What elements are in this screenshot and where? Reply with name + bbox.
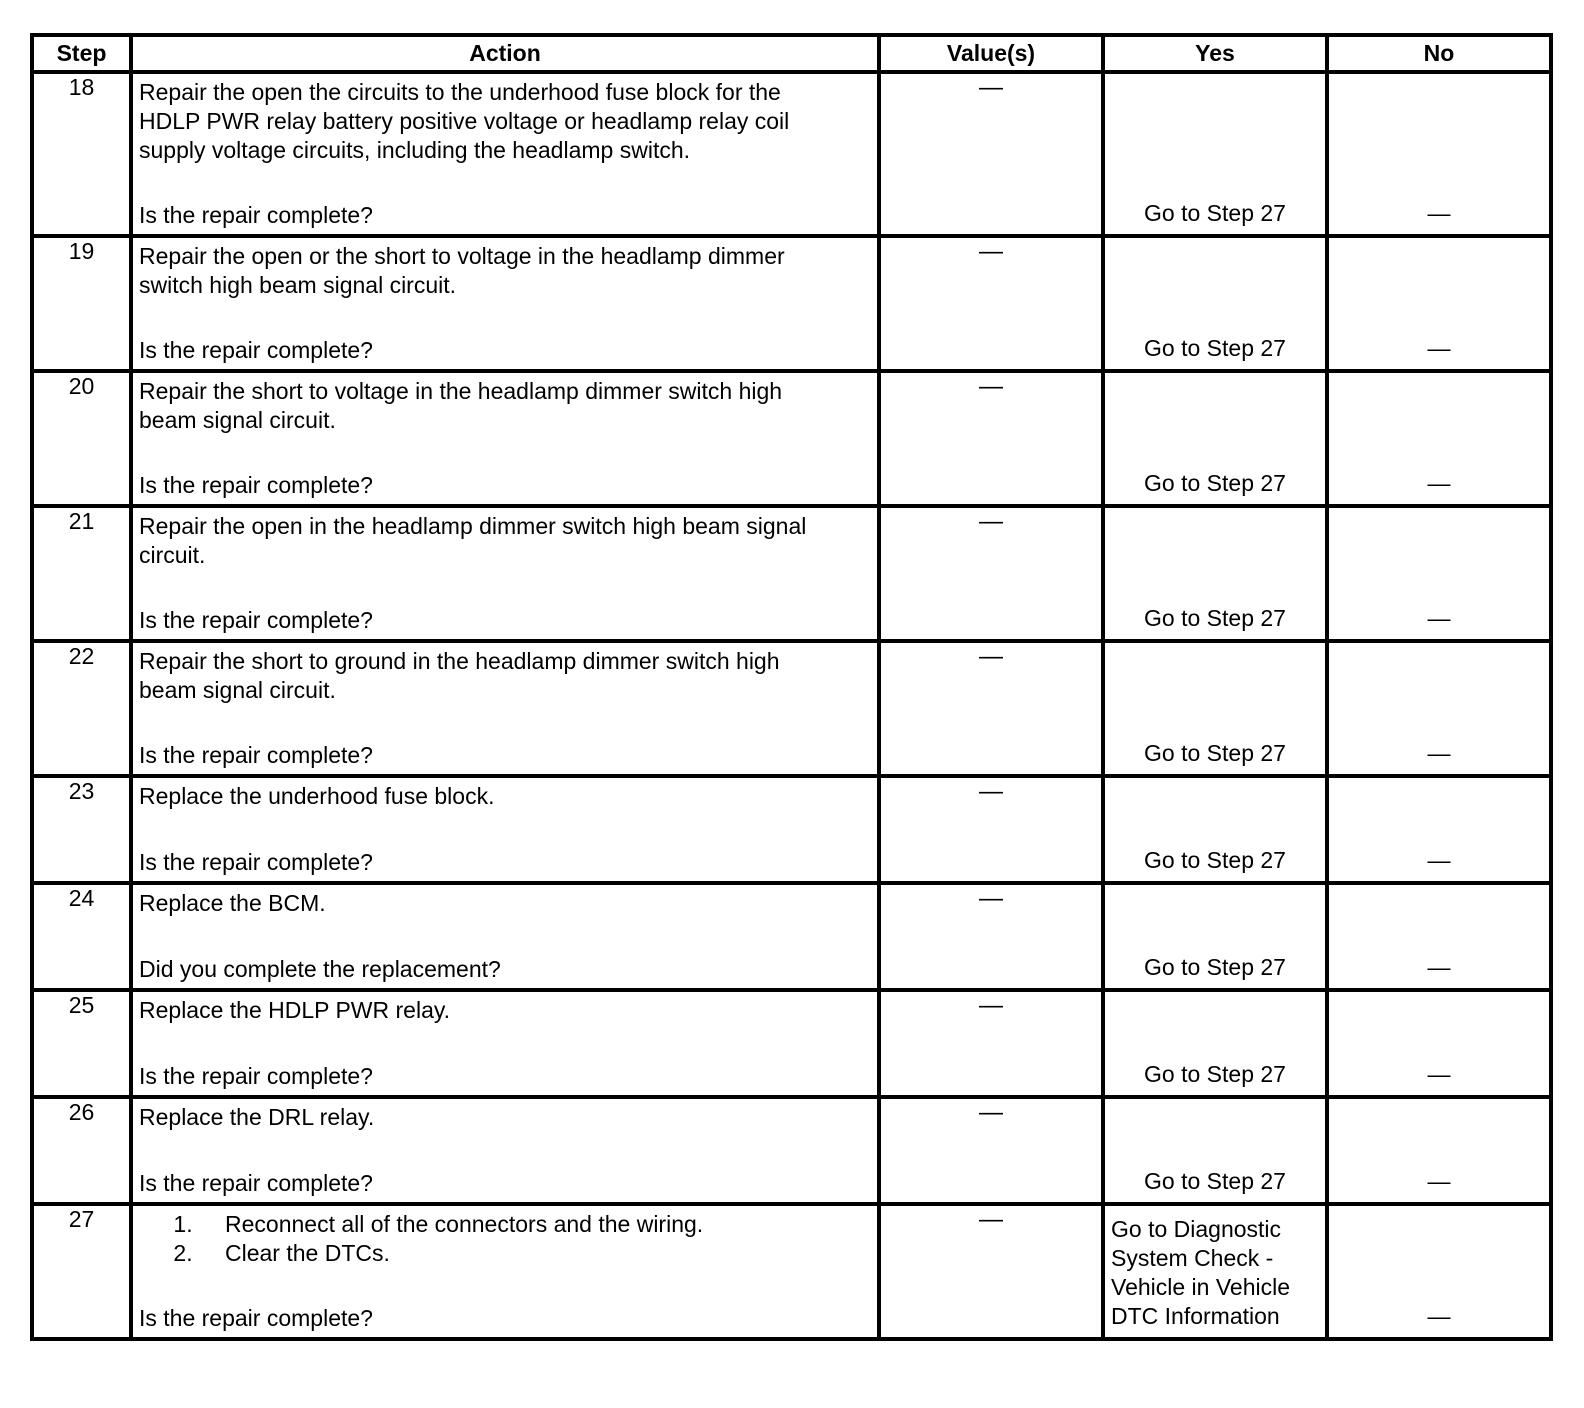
no-value: — — [1427, 1061, 1451, 1087]
yes-cell — [1103, 72, 1327, 236]
table-row — [32, 236, 1551, 371]
header-yes: Yes — [1103, 35, 1327, 72]
value-cell: — — [879, 1204, 1103, 1339]
table-row — [32, 371, 1551, 506]
action-cell — [131, 990, 879, 1097]
no-cell — [1327, 506, 1551, 641]
action-cell — [131, 1204, 879, 1339]
no-cell — [1327, 371, 1551, 506]
step-number: 19 — [32, 236, 131, 371]
header-step: Step — [32, 35, 131, 72]
action-line: beam signal circuit. — [139, 407, 336, 433]
yes-link[interactable]: Go to Step 27 — [1144, 470, 1286, 496]
value-cell: — — [879, 776, 1103, 883]
value-cell: — — [879, 506, 1103, 641]
yes-link[interactable]: Go to Step 27 — [1144, 1168, 1286, 1194]
yes-link[interactable]: Go to Step 27 — [1144, 335, 1286, 361]
yes-cell — [1103, 1204, 1327, 1339]
step-number: 21 — [32, 506, 131, 641]
list-item: 2. Clear the DTCs. — [199, 1239, 871, 1268]
action-text — [139, 1103, 871, 1132]
header-values: Value(s) — [879, 35, 1103, 72]
action-cell — [131, 1097, 879, 1204]
no-cell — [1327, 990, 1551, 1097]
no-value: — — [1427, 605, 1451, 631]
action-cell — [131, 72, 879, 236]
yes-cell — [1103, 776, 1327, 883]
table-row — [32, 776, 1551, 883]
diagnostic-table — [30, 33, 1553, 1341]
action-question: Is the repair complete? — [139, 742, 373, 768]
action-cell — [131, 236, 879, 371]
no-cell — [1327, 641, 1551, 776]
value-cell: — — [879, 990, 1103, 1097]
action-line: Repair the open the circuits to the underhood fuse block for the — [139, 79, 781, 105]
step-number: 23 — [32, 776, 131, 883]
no-cell — [1327, 1204, 1551, 1339]
action-text — [139, 78, 871, 165]
yes-line: Go to Diagnostic — [1111, 1216, 1282, 1242]
action-question: Is the repair complete? — [139, 607, 373, 633]
table-row — [32, 883, 1551, 990]
yes-cell — [1103, 990, 1327, 1097]
yes-line: System Check - — [1111, 1245, 1274, 1271]
action-line: Repair the open or the short to voltage in the headlamp dimmer — [139, 243, 785, 269]
table-row — [32, 990, 1551, 1097]
yes-link[interactable]: Go to Step 27 — [1144, 200, 1286, 226]
action-question: Did you complete the replacement? — [139, 956, 501, 982]
no-value: — — [1427, 1168, 1451, 1194]
yes-cell — [1103, 1097, 1327, 1204]
no-cell — [1327, 883, 1551, 990]
no-cell — [1327, 776, 1551, 883]
yes-cell — [1103, 236, 1327, 371]
numbered-steps — [139, 1210, 871, 1268]
value-cell: — — [879, 641, 1103, 776]
action-text — [139, 242, 871, 300]
yes-link[interactable]: Go to Step 27 — [1144, 847, 1286, 873]
step-number: 20 — [32, 371, 131, 506]
no-value: — — [1427, 200, 1451, 226]
action-question: Is the repair complete? — [139, 202, 373, 228]
yes-cell — [1103, 371, 1327, 506]
table-row — [32, 506, 1551, 641]
yes-cell — [1103, 641, 1327, 776]
step-number: 24 — [32, 883, 131, 990]
yes-link[interactable]: Go to Step 27 — [1144, 605, 1286, 631]
no-value: — — [1427, 1303, 1451, 1329]
action-line: Replace the HDLP PWR relay. — [139, 997, 451, 1023]
action-line: supply voltage circuits, including the headlamp switch. — [139, 137, 691, 163]
no-value: — — [1427, 470, 1451, 496]
yes-link[interactable]: Go to Step 27 — [1144, 1061, 1286, 1087]
diagnostic-system-check-link[interactable] — [1111, 1215, 1321, 1331]
step-number: 18 — [32, 72, 131, 236]
table-row — [32, 72, 1551, 236]
action-line: Replace the DRL relay. — [139, 1104, 375, 1130]
action-question: Is the repair complete? — [139, 1063, 373, 1089]
action-cell — [131, 506, 879, 641]
no-value: — — [1427, 740, 1451, 766]
step-number: 26 — [32, 1097, 131, 1204]
action-cell — [131, 641, 879, 776]
value-cell: — — [879, 1097, 1103, 1204]
action-cell — [131, 883, 879, 990]
no-value: — — [1427, 954, 1451, 980]
value-cell: — — [879, 883, 1103, 990]
value-cell: — — [879, 236, 1103, 371]
yes-line: DTC Information — [1111, 1303, 1280, 1329]
action-question: Is the repair complete? — [139, 337, 373, 363]
action-line: beam signal circuit. — [139, 677, 336, 703]
action-text — [139, 889, 871, 918]
table-row — [32, 1204, 1551, 1339]
action-line: Replace the BCM. — [139, 890, 326, 916]
action-text — [139, 512, 871, 570]
action-line: circuit. — [139, 542, 206, 568]
action-question: Is the repair complete? — [139, 1170, 373, 1196]
yes-cell — [1103, 506, 1327, 641]
action-question: Is the repair complete? — [139, 472, 373, 498]
header-row — [32, 35, 1551, 72]
step-number: 22 — [32, 641, 131, 776]
action-line: Repair the short to voltage in the headlamp dimmer switch high — [139, 378, 783, 404]
yes-line: Vehicle in Vehicle — [1111, 1274, 1291, 1300]
table-row — [32, 641, 1551, 776]
no-cell — [1327, 1097, 1551, 1204]
step-number: 25 — [32, 990, 131, 1097]
action-line: Repair the short to ground in the headlamp dimmer switch high — [139, 648, 780, 674]
action-line: switch high beam signal circuit. — [139, 272, 457, 298]
list-item: 1. Reconnect all of the connectors and the wiring. — [199, 1210, 871, 1239]
no-cell — [1327, 236, 1551, 371]
action-cell — [131, 776, 879, 883]
action-text — [139, 996, 871, 1025]
action-question: Is the repair complete? — [139, 1305, 373, 1331]
action-text — [139, 647, 871, 705]
action-line: Repair the open in the headlamp dimmer switch high beam signal — [139, 513, 807, 539]
header-no: No — [1327, 35, 1551, 72]
value-cell: — — [879, 72, 1103, 236]
action-cell — [131, 371, 879, 506]
table-row — [32, 1097, 1551, 1204]
step-number: 27 — [32, 1204, 131, 1339]
action-line: HDLP PWR relay battery positive voltage or headlamp relay coil — [139, 108, 790, 134]
no-cell — [1327, 72, 1551, 236]
no-value: — — [1427, 335, 1451, 361]
yes-link[interactable]: Go to Step 27 — [1144, 954, 1286, 980]
yes-link[interactable]: Go to Step 27 — [1144, 740, 1286, 766]
action-text — [139, 377, 871, 435]
no-value: — — [1427, 847, 1451, 873]
action-line: Replace the underhood fuse block. — [139, 783, 495, 809]
yes-cell — [1103, 883, 1327, 990]
action-question: Is the repair complete? — [139, 849, 373, 875]
value-cell: — — [879, 371, 1103, 506]
action-text — [139, 782, 871, 811]
header-action: Action — [131, 35, 879, 72]
